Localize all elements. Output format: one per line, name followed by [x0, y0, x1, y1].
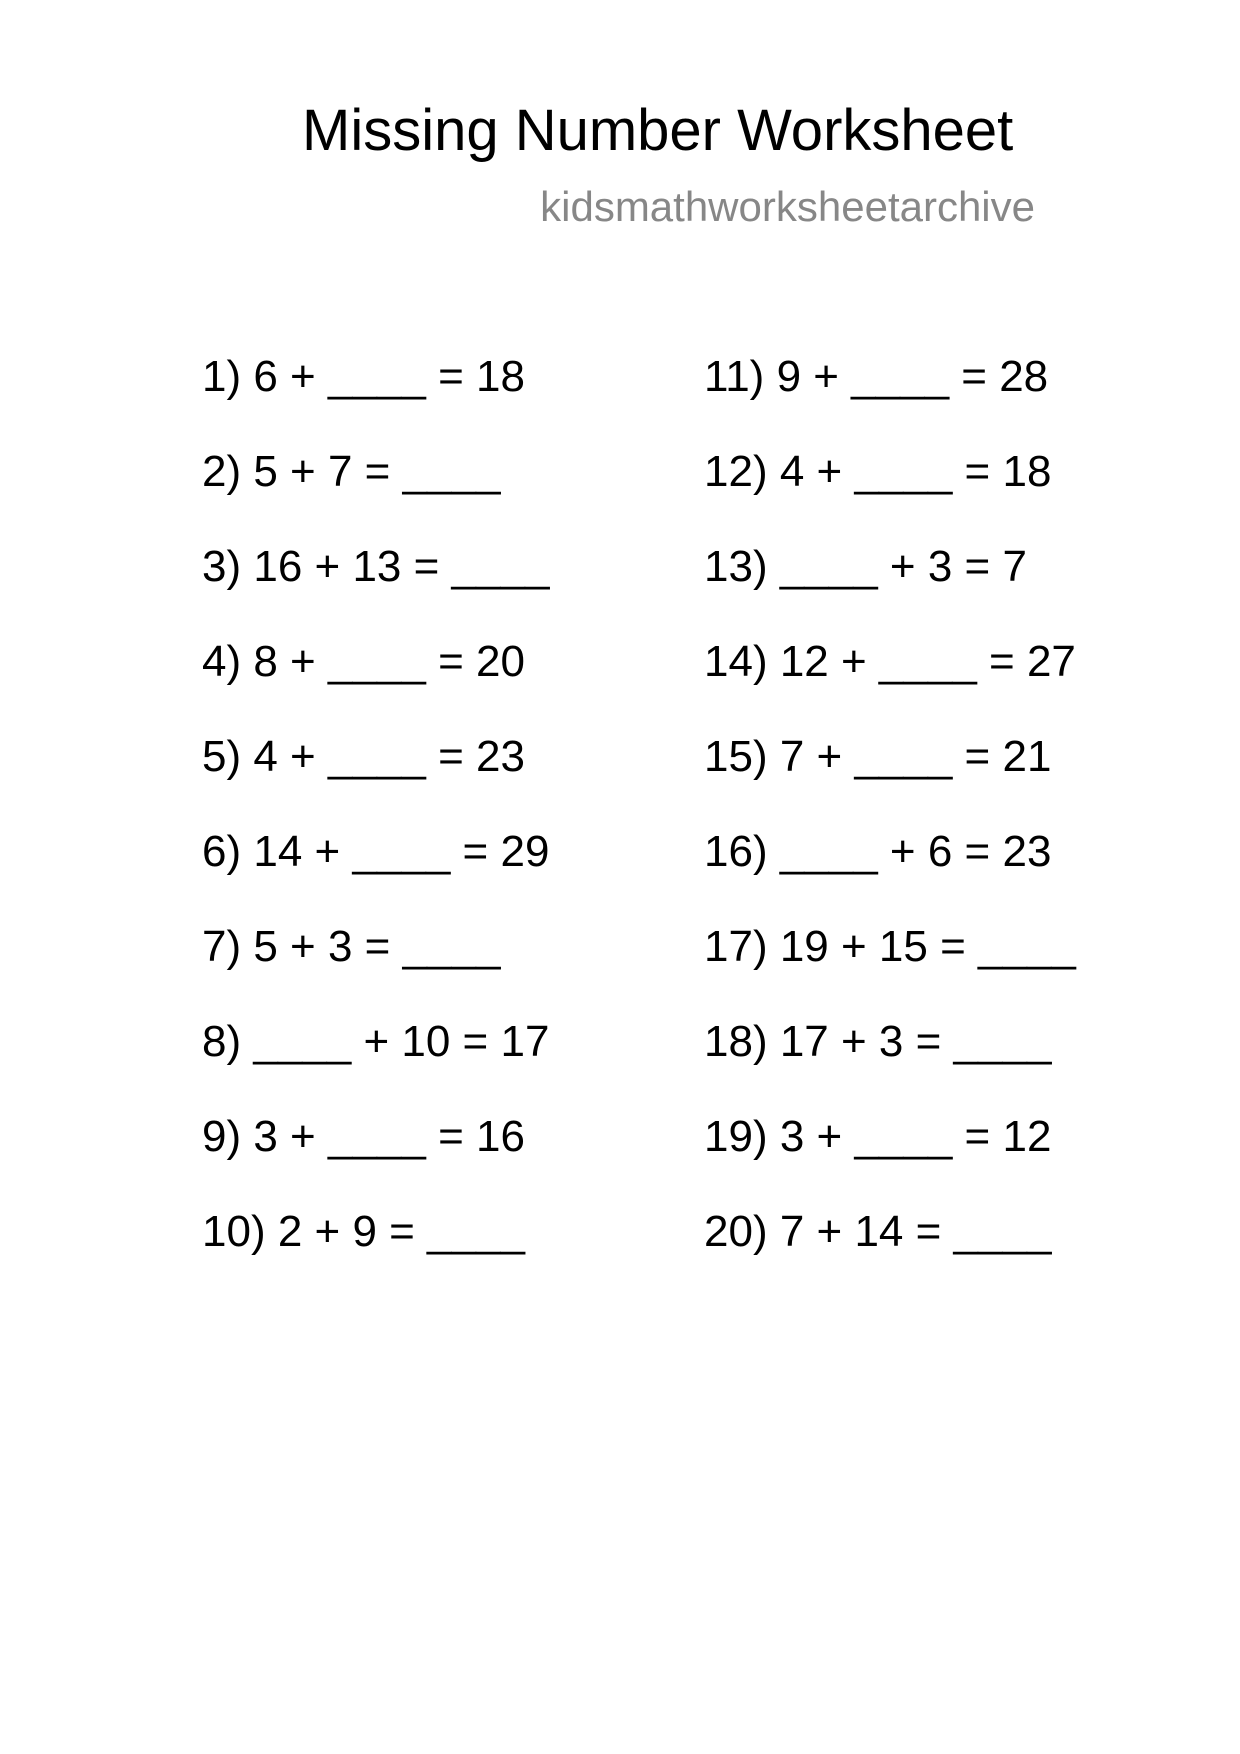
- problem-item: [704, 637, 1076, 732]
- problem-expression: 14 + ____ = 29: [253, 827, 550, 876]
- problems-column-right: [704, 352, 1076, 1302]
- problem-number: 4): [202, 637, 242, 686]
- problem-item: [704, 922, 1076, 1017]
- problem-expression: 3 + ____ = 12: [779, 1112, 1052, 1161]
- problem-number: 8): [202, 1017, 242, 1066]
- problem-item: [202, 1207, 549, 1302]
- problem-expression: 19 + 15 = ____: [779, 922, 1076, 971]
- problem-item: [704, 352, 1076, 447]
- problem-number: 2): [202, 447, 242, 496]
- problem-item: [704, 447, 1076, 542]
- problem-item: [202, 827, 549, 922]
- problem-expression: 5 + 3 = ____: [253, 922, 501, 971]
- problem-number: 10): [202, 1207, 266, 1256]
- problem-number: 17): [704, 922, 768, 971]
- problem-number: 13): [704, 542, 768, 591]
- problem-item: [202, 1112, 549, 1207]
- problem-item: [704, 1112, 1076, 1207]
- problem-item: [704, 827, 1076, 922]
- problem-number: 1): [202, 352, 242, 401]
- problem-number: 6): [202, 827, 242, 876]
- problem-number: 5): [202, 732, 242, 781]
- problem-expression: 5 + 7 = ____: [253, 447, 501, 496]
- problem-number: 11): [704, 352, 765, 401]
- problem-number: 19): [704, 1112, 768, 1161]
- problem-item: [202, 922, 549, 1017]
- problem-item: [704, 542, 1076, 637]
- problem-item: [202, 352, 549, 447]
- problem-number: 3): [202, 542, 242, 591]
- worksheet-title: Missing Number Worksheet: [302, 98, 1014, 163]
- problem-expression: ____ + 10 = 17: [253, 1017, 550, 1066]
- worksheet-source: kidsmathworksheetarchive: [540, 183, 1035, 230]
- problem-expression: 4 + ____ = 23: [253, 732, 525, 781]
- problem-item: [202, 732, 549, 827]
- problem-number: 12): [704, 447, 768, 496]
- problem-expression: ____ + 3 = 7: [779, 542, 1027, 591]
- problem-item: [202, 637, 549, 732]
- problem-expression: 7 + 14 = ____: [779, 1207, 1052, 1256]
- problem-number: 7): [202, 922, 242, 971]
- problem-expression: 3 + ____ = 16: [253, 1112, 525, 1161]
- problem-item: [202, 447, 549, 542]
- problem-expression: 9 + ____ = 28: [776, 352, 1049, 401]
- problem-expression: 12 + ____ = 27: [779, 637, 1076, 686]
- problem-expression: 6 + ____ = 18: [253, 352, 525, 401]
- problem-item: [704, 1207, 1076, 1302]
- problem-expression: 4 + ____ = 18: [779, 447, 1052, 496]
- problem-number: 18): [704, 1017, 768, 1066]
- problem-number: 16): [704, 827, 768, 876]
- problem-number: 14): [704, 637, 768, 686]
- problem-item: [202, 1017, 549, 1112]
- problem-expression: 17 + 3 = ____: [779, 1017, 1052, 1066]
- problem-expression: 7 + ____ = 21: [779, 732, 1052, 781]
- problems-column-left: [202, 352, 549, 1302]
- problem-expression: 2 + 9 = ____: [277, 1207, 525, 1256]
- problem-number: 15): [704, 732, 768, 781]
- problem-expression: 8 + ____ = 20: [253, 637, 525, 686]
- problem-item: [202, 542, 549, 637]
- problem-number: 9): [202, 1112, 242, 1161]
- problem-item: [704, 1017, 1076, 1112]
- problem-expression: ____ + 6 = 23: [779, 827, 1052, 876]
- problem-number: 20): [704, 1207, 768, 1256]
- problem-expression: 16 + 13 = ____: [253, 542, 550, 591]
- problem-item: [704, 732, 1076, 827]
